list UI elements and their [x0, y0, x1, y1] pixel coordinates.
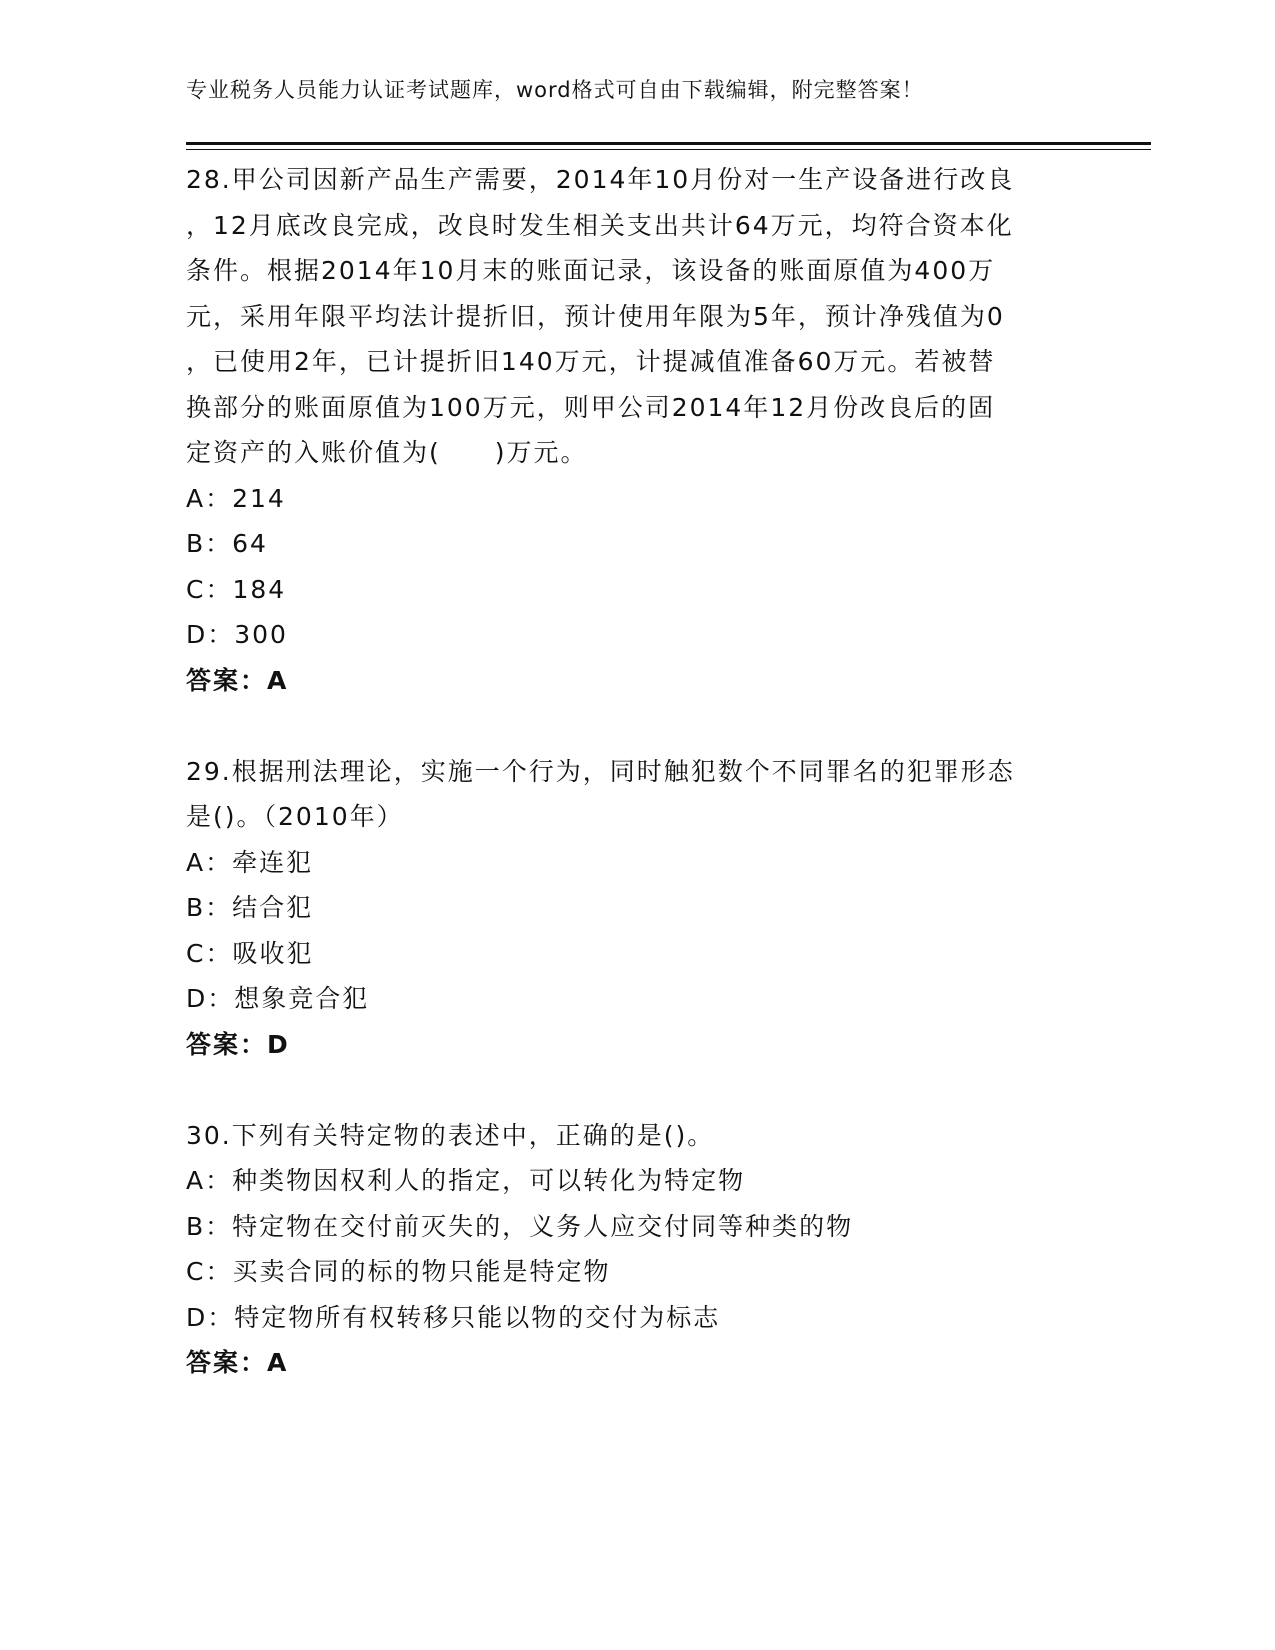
- question-30: [186, 1113, 1086, 1386]
- header-rule-thick: [186, 142, 1151, 145]
- question-29: [186, 749, 1086, 1068]
- question-text-line: 元，采用年限平均法计提折旧，预计使用年限为5年，预计净残值为0: [186, 301, 1005, 331]
- option-d: D：特定物所有权转移只能以物的交付为标志: [186, 1302, 721, 1332]
- question-text-line: 30.下列有关特定物的表述中，正确的是()。: [186, 1120, 715, 1150]
- question-text-line: 换部分的账面原值为100万元，则甲公司2014年12月份改良后的固: [186, 392, 996, 422]
- header-rule-thin: [186, 149, 1151, 150]
- option-d: D：300: [186, 620, 288, 649]
- question-28: [186, 157, 1086, 703]
- question-text-line: 是()。（2010年）: [186, 802, 404, 831]
- option-c: C：吸收犯: [186, 938, 314, 968]
- option-a: A：牵连犯: [186, 847, 314, 877]
- answer: 答案：A: [186, 665, 289, 695]
- question-text-line: 定资产的入账价值为( )万元。: [186, 438, 588, 467]
- option-c: C：买卖合同的标的物只能是特定物: [186, 1257, 611, 1286]
- option-a: A：214: [186, 483, 286, 513]
- question-list: [186, 157, 1086, 1386]
- question-text-line: 29.根据刑法理论，实施一个行为，同时触犯数个不同罪名的犯罪形态: [186, 756, 1015, 786]
- option-b: B：64: [186, 529, 268, 558]
- option-b: B：特定物在交付前灭失的，义务人应交付同等种类的物: [186, 1211, 854, 1241]
- option-b: B：结合犯: [186, 893, 314, 922]
- option-a: A：种类物因权利人的指定，可以转化为特定物: [186, 1166, 746, 1195]
- option-d: D：想象竞合犯: [186, 984, 370, 1013]
- option-c: C：184: [186, 574, 287, 604]
- question-text-line: 28.甲公司因新产品生产需要，2014年10月份对一生产设备进行改良: [186, 165, 1015, 194]
- spacer: [186, 1067, 1086, 1113]
- answer: 答案：A: [186, 1348, 289, 1377]
- question-text-line: 条件。根据2014年10月末的账面记录，该设备的账面原值为400万: [186, 256, 996, 285]
- question-text-line: ，已使用2年，已计提折旧140万元，计提减值准备60万元。若被替: [186, 347, 996, 376]
- question-text-line: ，12月底改良完成，改良时发生相关支出共计64万元，均符合资本化: [186, 210, 1014, 240]
- answer: 答案：D: [186, 1029, 290, 1059]
- page-header: 专业税务人员能力认证考试题库，word格式可自由下载编辑，附完整答案！: [186, 78, 924, 102]
- spacer: [186, 703, 1086, 749]
